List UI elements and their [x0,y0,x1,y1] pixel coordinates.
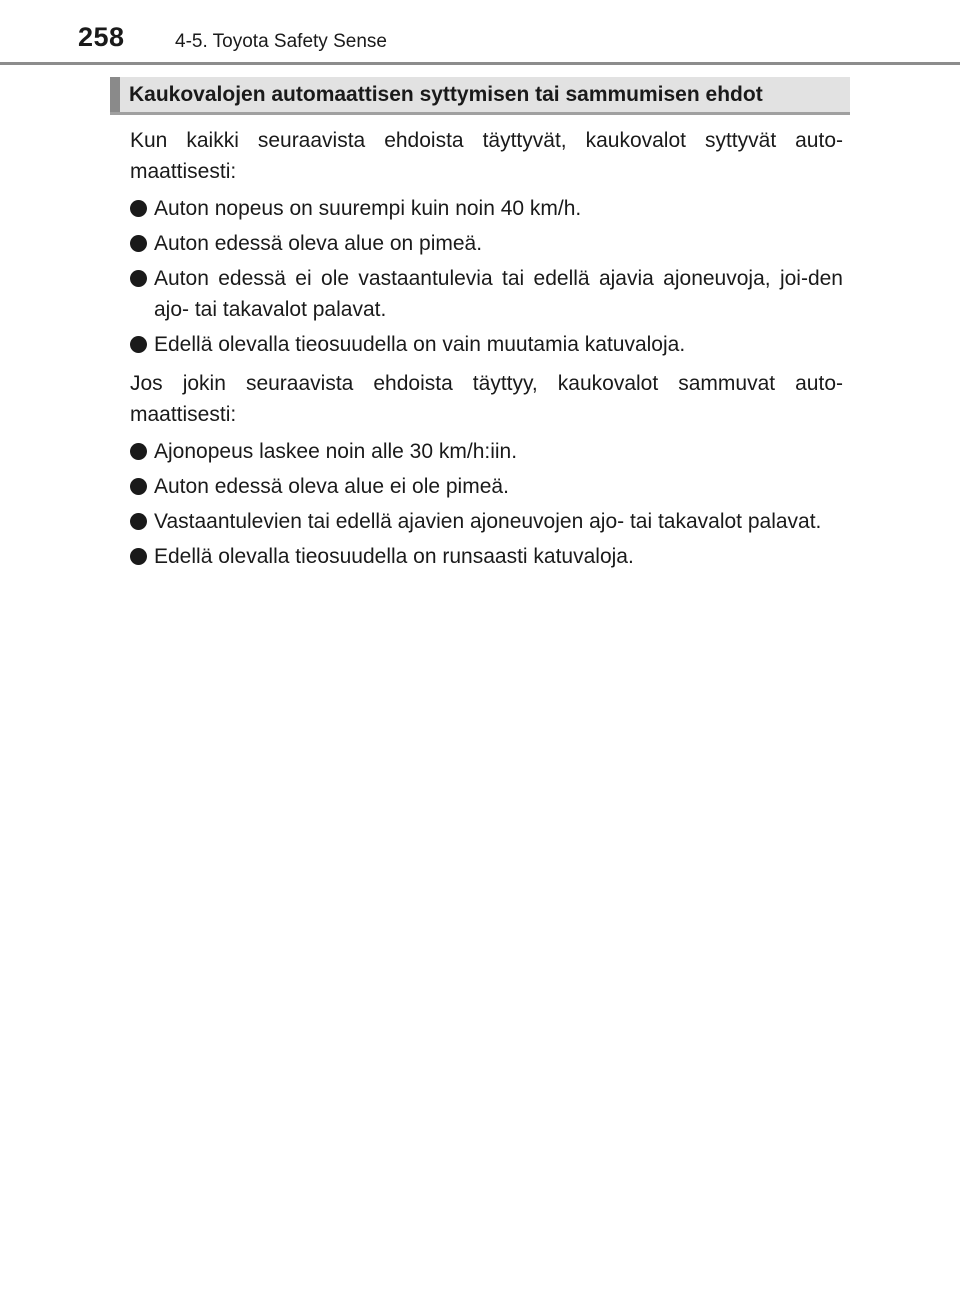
list-item-text: Edellä olevalla tieosuudella on vain muutamia katuvaloja. [154,333,686,356]
header-divider [0,62,960,65]
on-conditions-intro: Kun kaikki seuraavista ehdoista täyttyvät, kaukovalot syttyvät auto-maattisesti: [130,129,843,183]
on-conditions-list [130,193,843,360]
heading-accent-bar [110,77,120,112]
bullet-icon [130,478,147,495]
bullet-icon [130,235,147,252]
list-item [130,471,843,502]
list-item [130,193,843,224]
list-item-text: Auton nopeus on suurempi kuin noin 40 km/h. [154,197,582,220]
page-number: 258 [78,22,125,52]
list-item [130,228,843,259]
list-item [130,506,843,537]
subsection-heading-text: Kaukovalojen automaattisen syttymisen tai sammumisen ehdot [129,83,763,106]
bullet-icon [130,270,147,287]
list-item-text: Auton edessä ei ole vastaantulevia tai edellä ajavia ajoneuvoja, joi-den ajo- tai takavalot palavat. [154,267,843,321]
bullet-icon [130,200,147,217]
list-item [130,436,843,467]
off-conditions-list [130,436,843,572]
list-item-text: Auton edessä oleva alue on pimeä. [154,232,483,255]
list-item-text: Vastaantulevien tai edellä ajavien ajoneuvojen ajo- tai takavalot palavat. [154,510,822,533]
section-title: 4-5. Toyota Safety Sense [175,31,387,52]
bullet-icon [130,443,147,460]
list-item [130,263,843,325]
list-item [130,541,843,572]
bullet-icon [130,548,147,565]
list-item [130,329,843,360]
bullet-icon [130,336,147,353]
main-content [130,125,843,580]
bullet-icon [130,513,147,530]
list-item-text: Edellä olevalla tieosuudella on runsaasti katuvaloja. [154,545,634,568]
subsection-heading [110,77,850,115]
list-item-text: Ajonopeus laskee noin alle 30 km/h:iin. [154,440,518,463]
list-item-text: Auton edessä oleva alue ei ole pimeä. [154,475,509,498]
off-conditions-intro: Jos jokin seuraavista ehdoista täyttyy, kaukovalot sammuvat auto-maattisesti: [130,372,843,426]
